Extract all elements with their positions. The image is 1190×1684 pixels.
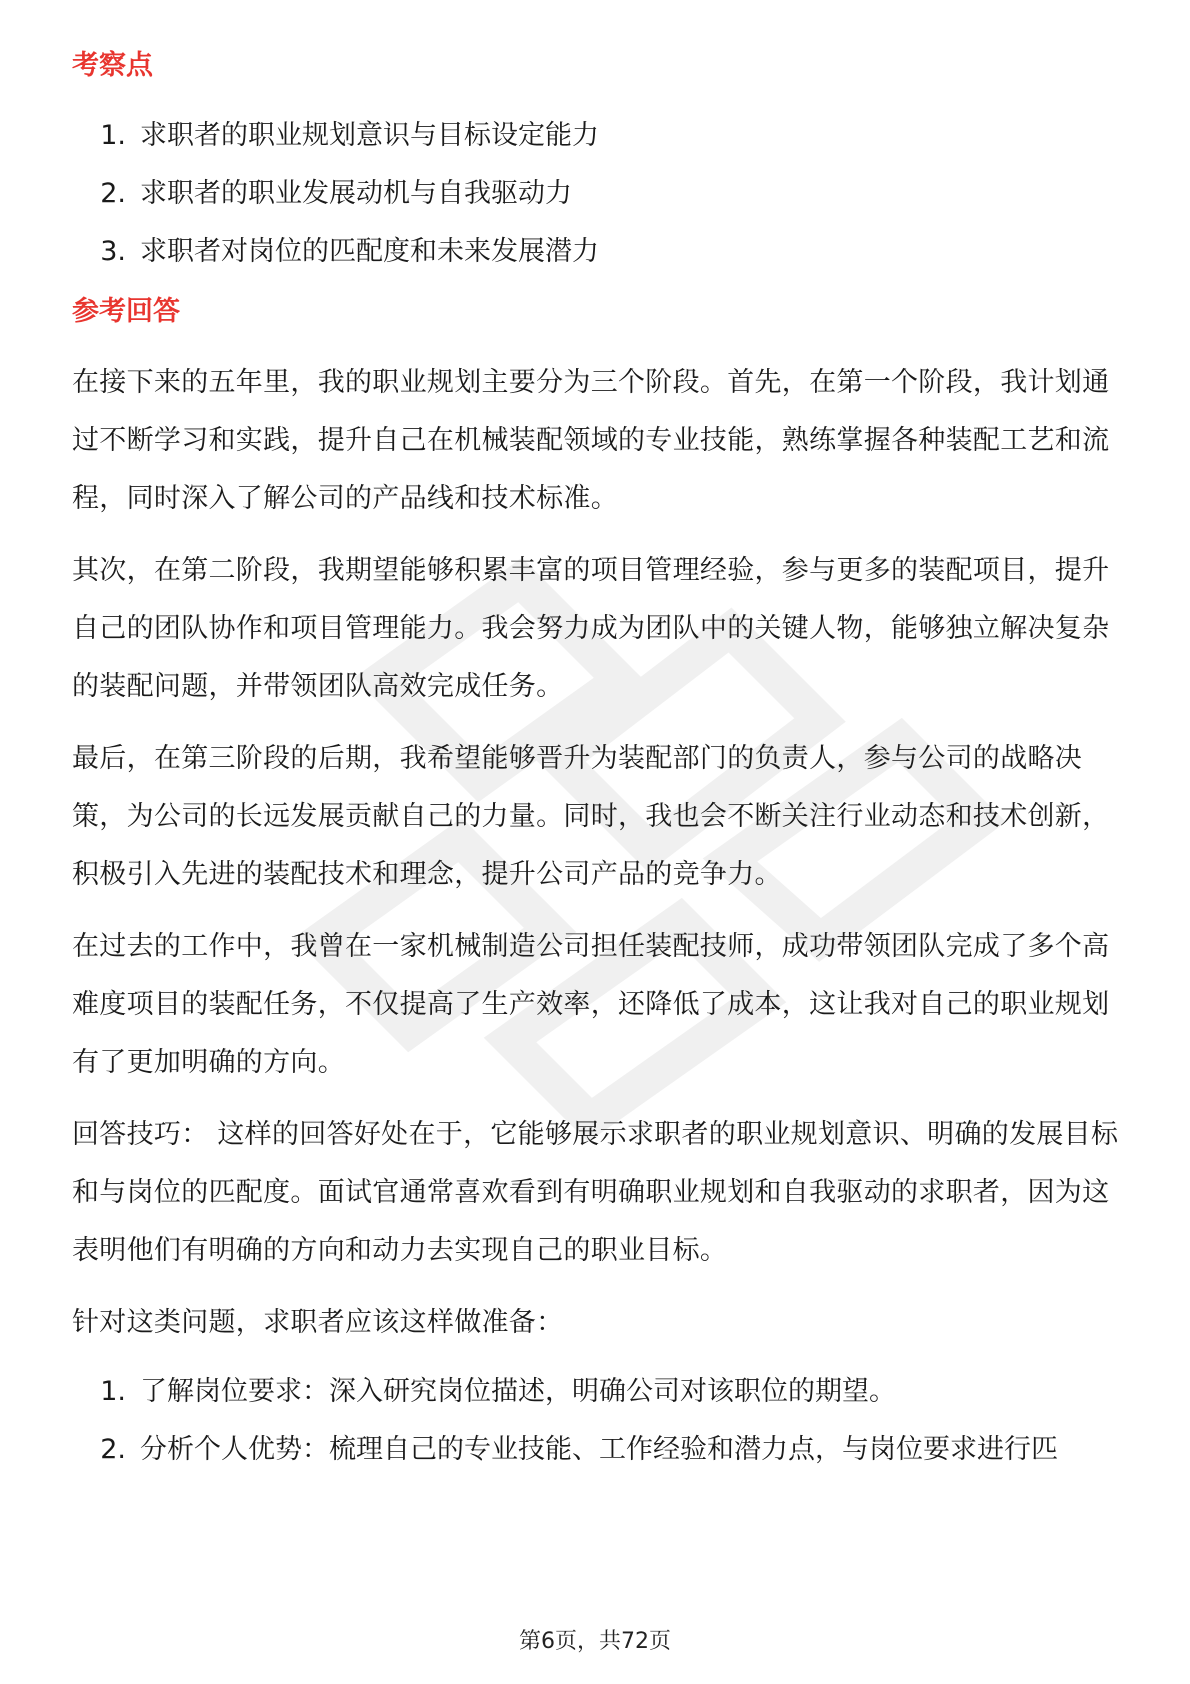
page-number-footer: 第6页，共72页 <box>519 1629 671 1654</box>
list-item-number: 3. <box>100 236 126 267</box>
list-item-text: 求职者的职业规划意识与目标设定能力 <box>140 120 599 151</box>
answer-paragraph-4: 在过去的工作中，我曾在一家机械制造公司担任装配技师，成功带领团队完成了多个高难度项目的装配任务，不仅提高了生产效率，还降低了成本，这让我对自己的职业规划有了更加明确的方向。 <box>72 931 1110 1078</box>
reference-answer-title: 参考回答 <box>72 296 180 327</box>
preparation-steps-list <box>72 1374 1122 1490</box>
list-item <box>72 1374 1122 1432</box>
list-item <box>72 1432 1122 1490</box>
answer-tips-paragraph: 回答技巧： 这样的回答好处在于，它能够展示求职者的职业规划意识、明确的发展目标和与岗位的匹配度。面试官通常喜欢看到有明确职业规划和自我驱动的求职者，因为这表明他们有明确的方向和动力去实现自己的职业目标。 <box>72 1119 1119 1266</box>
list-item-number: 1. <box>100 120 126 151</box>
list-item-number: 2. <box>100 1434 126 1465</box>
list-item-number: 2. <box>100 178 126 209</box>
list-item-text: 了解岗位要求：深入研究岗位描述，明确公司对该职位的期望。 <box>140 1376 896 1407</box>
list-item <box>72 118 1122 176</box>
answer-paragraph-2: 其次，在第二阶段，我期望能够积累丰富的项目管理经验，参与更多的装配项目，提升自己的团队协作和项目管理能力。我会努力成为团队中的关键人物，能够独立解决复杂的装配问题，并带领团队高效完成任务。 <box>72 555 1110 702</box>
preparation-intro: 针对这类问题，求职者应该这样做准备： <box>72 1307 564 1338</box>
list-item-text: 求职者对岗位的匹配度和未来发展潜力 <box>140 236 599 267</box>
list-item-number: 1. <box>100 1376 126 1407</box>
list-item <box>72 234 1122 292</box>
list-item-text: 分析个人优势：梳理自己的专业技能、工作经验和潜力点，与岗位要求进行匹 <box>140 1434 1058 1465</box>
answer-paragraph-1: 在接下来的五年里，我的职业规划主要分为三个阶段。首先，在第一个阶段，我计划通过不断学习和实践，提升自己在机械装配领域的专业技能，熟练掌握各种装配工艺和流程，同时深入了解公司的产品线和技术标准。 <box>72 367 1110 514</box>
answer-paragraph-3: 最后，在第三阶段的后期，我希望能够晋升为装配部门的负责人，参与公司的战略决策，为公司的长远发展贡献自己的力量。同时，我也会不断关注行业动态和技术创新，积极引入先进的装配技术和理念，提升公司产品的竞争力。 <box>72 743 1110 890</box>
exam-points-title: 考察点 <box>72 50 153 81</box>
list-item <box>72 176 1122 234</box>
exam-points-list <box>72 118 1122 292</box>
list-item-text: 求职者的职业发展动机与自我驱动力 <box>140 178 572 209</box>
